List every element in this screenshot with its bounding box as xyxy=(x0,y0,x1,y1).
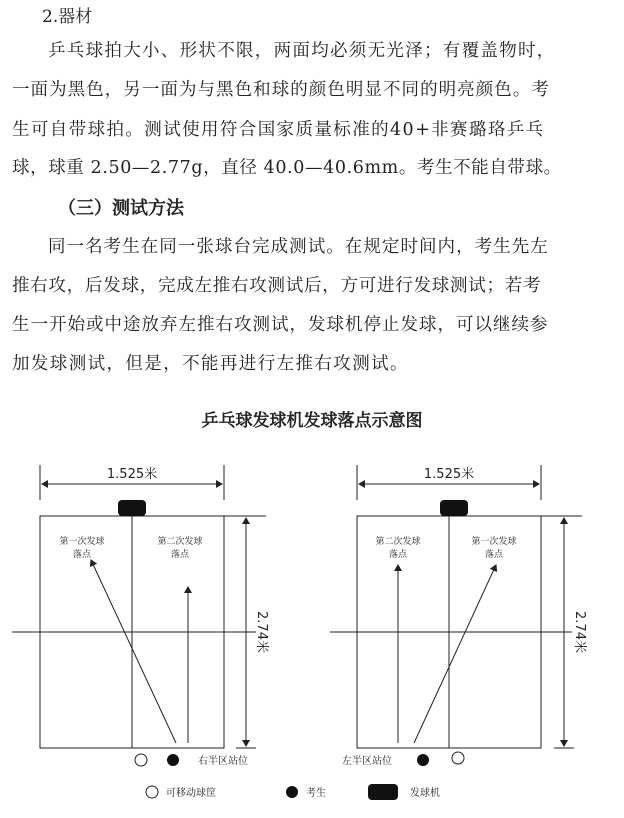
first-landing-label: 第一次发球 xyxy=(59,537,105,547)
paragraph-line: 一面为黑色，另一面为与黑色和球的颜色明显不同的明亮颜色。考 xyxy=(12,80,550,100)
paragraph-line: 球，球重 2.50—2.77g，直径 40.0—40.6mm。考生不能自带球。 xyxy=(12,158,562,178)
first-serve-arrow xyxy=(91,560,176,743)
second-landing-label: 第二次发球 xyxy=(375,537,421,547)
student-icon xyxy=(167,754,179,766)
paragraph-line: 生可自带球拍。测试使用符合国家质量标准的40+非赛璐珞乒乓 xyxy=(12,120,545,140)
second-landing-label-2: 落点 xyxy=(388,550,408,560)
paragraph-line: 同一名考生在同一张球台完成测试。在规定时间内，考生先左 xyxy=(48,237,549,257)
left-table xyxy=(12,465,270,767)
serve-machine-icon xyxy=(118,500,146,516)
legend xyxy=(146,784,440,800)
right-table xyxy=(330,465,588,767)
diagram-title: 乒乓球发球机发球落点示意图 xyxy=(201,411,423,431)
machine-legend-label: 发球机 xyxy=(410,788,440,799)
ball-box-icon xyxy=(135,754,147,766)
second-landing-label: 第二次发球 xyxy=(157,537,203,547)
length-label: 2.74米 xyxy=(572,611,587,653)
paragraph-line: 生一开始或中途放弃左推右攻测试，发球机停止发球，可以继续参 xyxy=(12,315,549,335)
student-icon xyxy=(417,754,429,766)
first-landing-label-2: 落点 xyxy=(72,550,92,560)
student-legend-icon xyxy=(286,786,298,798)
paragraph-line: 加发球测试，但是，不能再进行左推右攻测试。 xyxy=(12,354,409,374)
second-landing-label-2: 落点 xyxy=(170,550,190,560)
machine-legend-icon xyxy=(368,784,398,800)
method-heading: （三）测试方法 xyxy=(58,198,184,219)
width-label: 1.525米 xyxy=(106,467,158,482)
first-landing-label-2: 落点 xyxy=(484,550,504,560)
student-legend-label: 考生 xyxy=(306,788,326,799)
length-label: 2.74米 xyxy=(254,611,269,653)
width-label: 1.525米 xyxy=(423,467,475,482)
serve-machine-icon xyxy=(440,500,468,516)
ball-box-legend-label: 可移动球筐 xyxy=(166,788,216,799)
ball-box-icon xyxy=(452,752,464,764)
paragraph-line: 推右攻，后发球，完成左推右攻测试后，方可进行发球测试；若考 xyxy=(12,276,542,296)
first-serve-arrow xyxy=(414,565,496,743)
section-heading: 2.器材 xyxy=(42,7,93,27)
paragraph-line: 乒乓球拍大小、形状不限，两面均必须无光泽；有覆盖物时， xyxy=(48,41,556,61)
stand-label: 左半区站位 xyxy=(342,756,392,767)
stand-label: 右半区站位 xyxy=(198,756,248,767)
ball-box-legend-icon xyxy=(146,786,158,798)
first-landing-label: 第一次发球 xyxy=(471,537,517,547)
